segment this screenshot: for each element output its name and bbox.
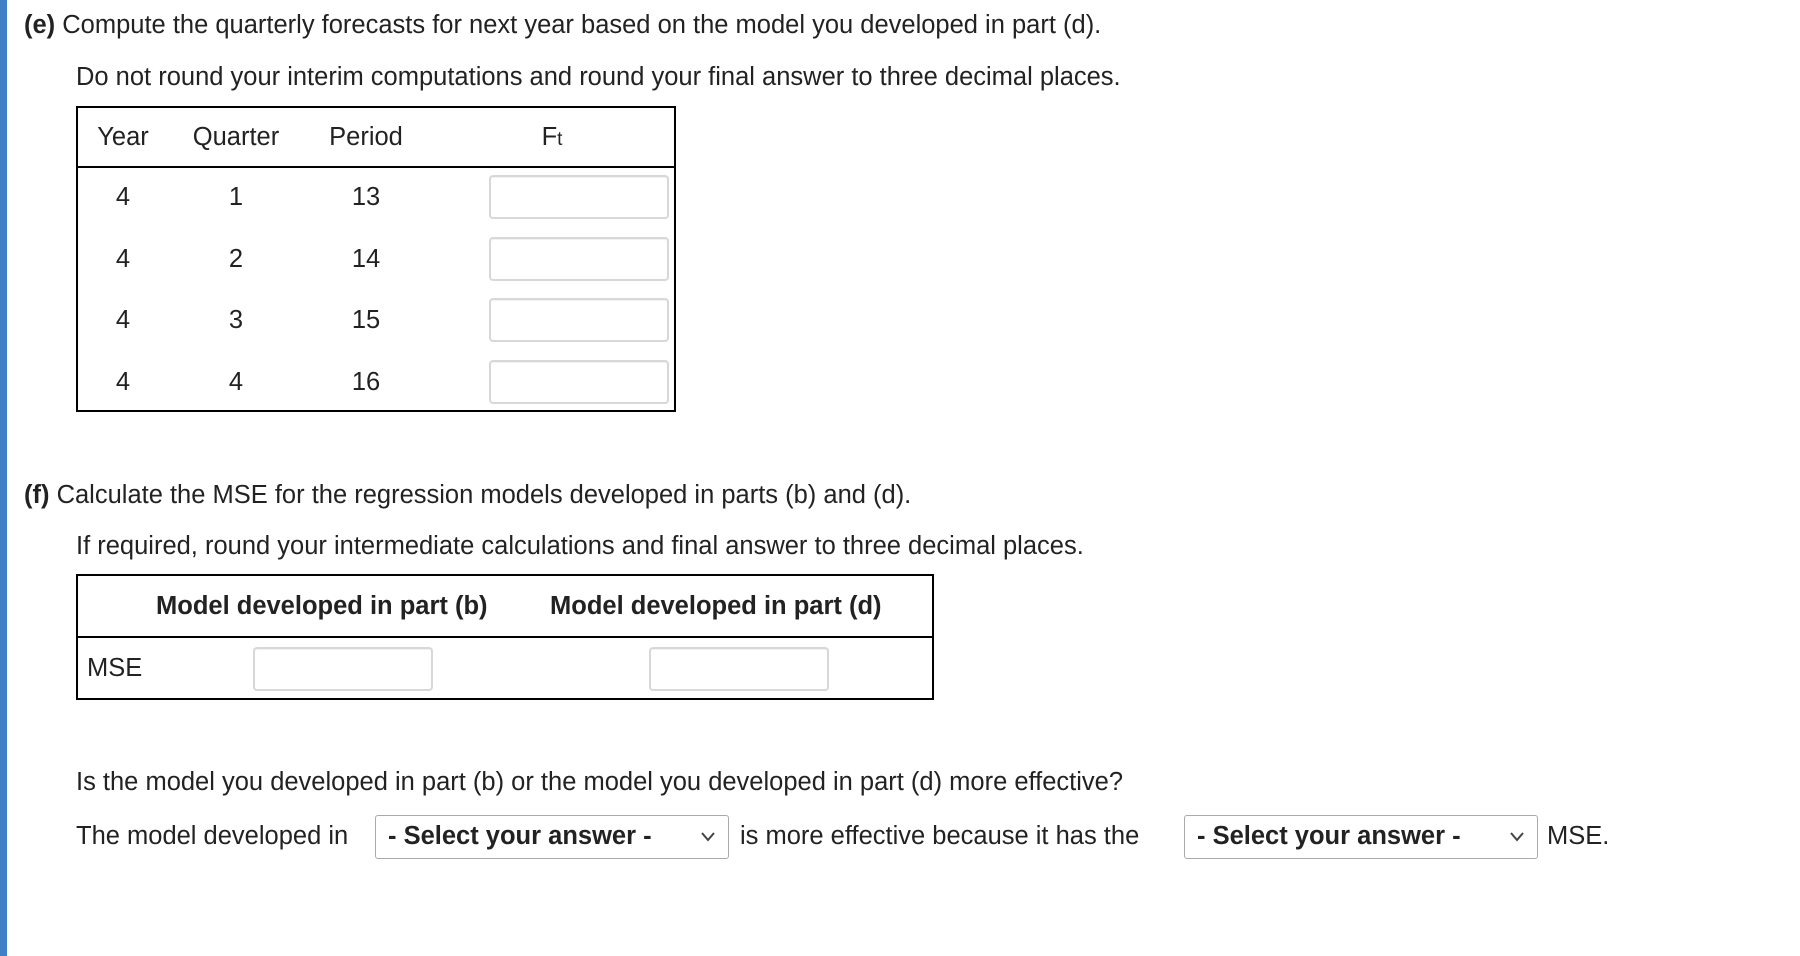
- header-ft-subscript: t: [557, 129, 563, 150]
- mse-header-model-b: Model developed in part (b): [156, 592, 488, 620]
- part-f-label: (f): [24, 481, 50, 509]
- mse-row-label: MSE: [87, 654, 143, 682]
- sentence-middle: is more effective because it has the: [740, 822, 1140, 850]
- row4-quarter: 4: [228, 368, 244, 396]
- model-select[interactable]: [375, 815, 729, 859]
- forecast-input-period-14[interactable]: [489, 237, 669, 281]
- chevron-down-icon: [698, 816, 718, 857]
- forecast-table: [76, 106, 676, 412]
- effectiveness-question: Is the model you developed in part (b) or the model you developed in part (d) more effective?: [76, 768, 1124, 796]
- mse-header-model-d: Model developed in part (d): [550, 592, 882, 620]
- header-ft: [542, 121, 563, 156]
- mse-comparison-select-value: - Select your answer -: [1197, 822, 1461, 850]
- forecast-input-period-15[interactable]: [489, 298, 669, 342]
- part-e-instruction: Do not round your interim computations and round your final answer to three decimal places.: [76, 63, 1121, 91]
- header-year: Year: [97, 123, 149, 151]
- row3-year: 4: [115, 306, 131, 334]
- part-e-label: (e): [24, 11, 56, 39]
- row2-year: 4: [115, 245, 131, 273]
- forecast-input-period-13[interactable]: [489, 175, 669, 219]
- row1-year: 4: [115, 183, 131, 211]
- row4-period: 16: [351, 368, 381, 396]
- sentence-suffix: MSE.: [1547, 822, 1610, 850]
- mse-comparison-select[interactable]: [1184, 815, 1538, 859]
- header-period: Period: [329, 123, 403, 151]
- row3-quarter: 3: [228, 306, 244, 334]
- model-select-value: - Select your answer -: [388, 822, 652, 850]
- part-e-question-text: Compute the quarterly forecasts for next year based on the model you developed in part (d).: [62, 11, 1102, 39]
- row3-period: 15: [351, 306, 381, 334]
- chevron-down-icon: [1507, 816, 1527, 857]
- mse-table: [76, 574, 934, 700]
- header-ft-main: F: [541, 123, 558, 151]
- row2-period: 14: [351, 245, 381, 273]
- part-f-instruction: If required, round your intermediate calculations and final answer to three decimal places.: [76, 532, 1084, 560]
- part-f-question-text: Calculate the MSE for the regression models developed in parts (b) and (d).: [56, 481, 912, 509]
- header-quarter: Quarter: [192, 123, 280, 151]
- header-divider: [78, 166, 674, 168]
- mse-input-model-d[interactable]: [649, 647, 829, 691]
- row1-period: 13: [351, 183, 381, 211]
- forecast-input-period-16[interactable]: [489, 360, 669, 404]
- row4-year: 4: [115, 368, 131, 396]
- sentence-prefix: The model developed in: [76, 822, 349, 850]
- mse-header-divider: [78, 636, 932, 638]
- part-e-question: [24, 9, 1101, 41]
- part-f-question: [24, 479, 911, 511]
- row2-quarter: 2: [228, 245, 244, 273]
- mse-input-model-b[interactable]: [253, 647, 433, 691]
- left-accent-rule: [0, 0, 7, 956]
- row1-quarter: 1: [228, 183, 244, 211]
